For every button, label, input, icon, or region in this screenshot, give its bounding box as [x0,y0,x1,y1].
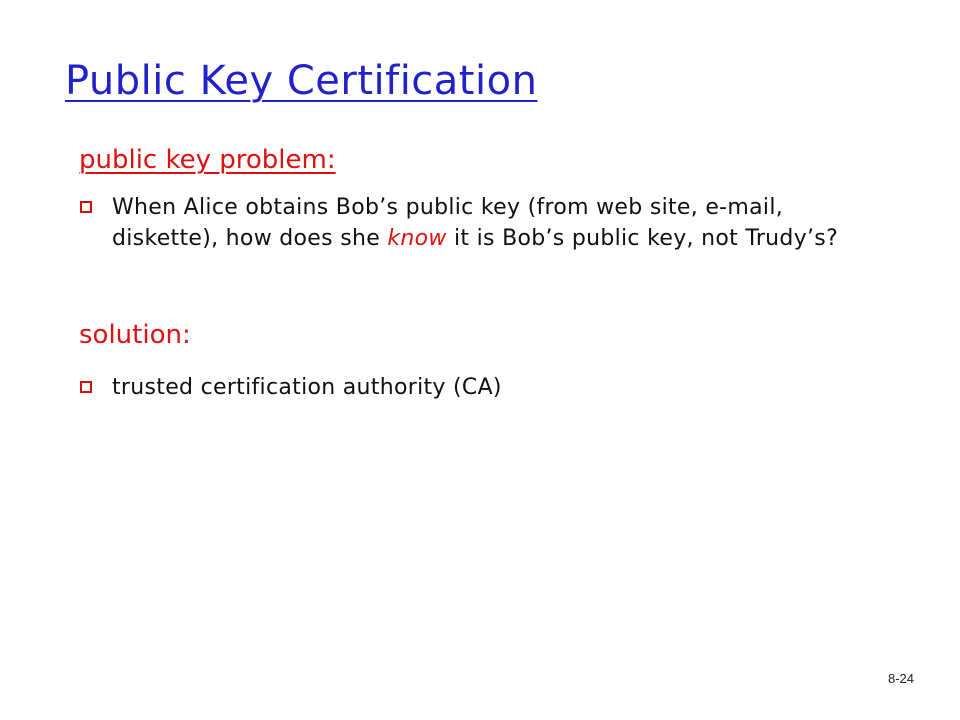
problem-bullet [80,192,860,254]
slide-title: Public Key Certification [65,58,538,104]
problem-bullet-text [112,192,860,254]
square-bullet-icon [80,201,92,213]
square-bullet-icon [80,381,92,393]
solution-heading: solution: [79,320,191,350]
problem-heading: public key problem: [79,145,336,175]
solution-bullet [80,372,860,403]
problem-text-part1: When Alice obtains Bob’s public key (from web site, e-mail, diskette), how does she [112,195,784,251]
problem-text-part2: it is Bob’s public key, not Trudy’s? [446,226,839,251]
emphasis-know: know [387,226,447,251]
solution-bullet-text: trusted certification authority (CA) [112,375,502,400]
page-number: 8-24 [887,671,914,686]
